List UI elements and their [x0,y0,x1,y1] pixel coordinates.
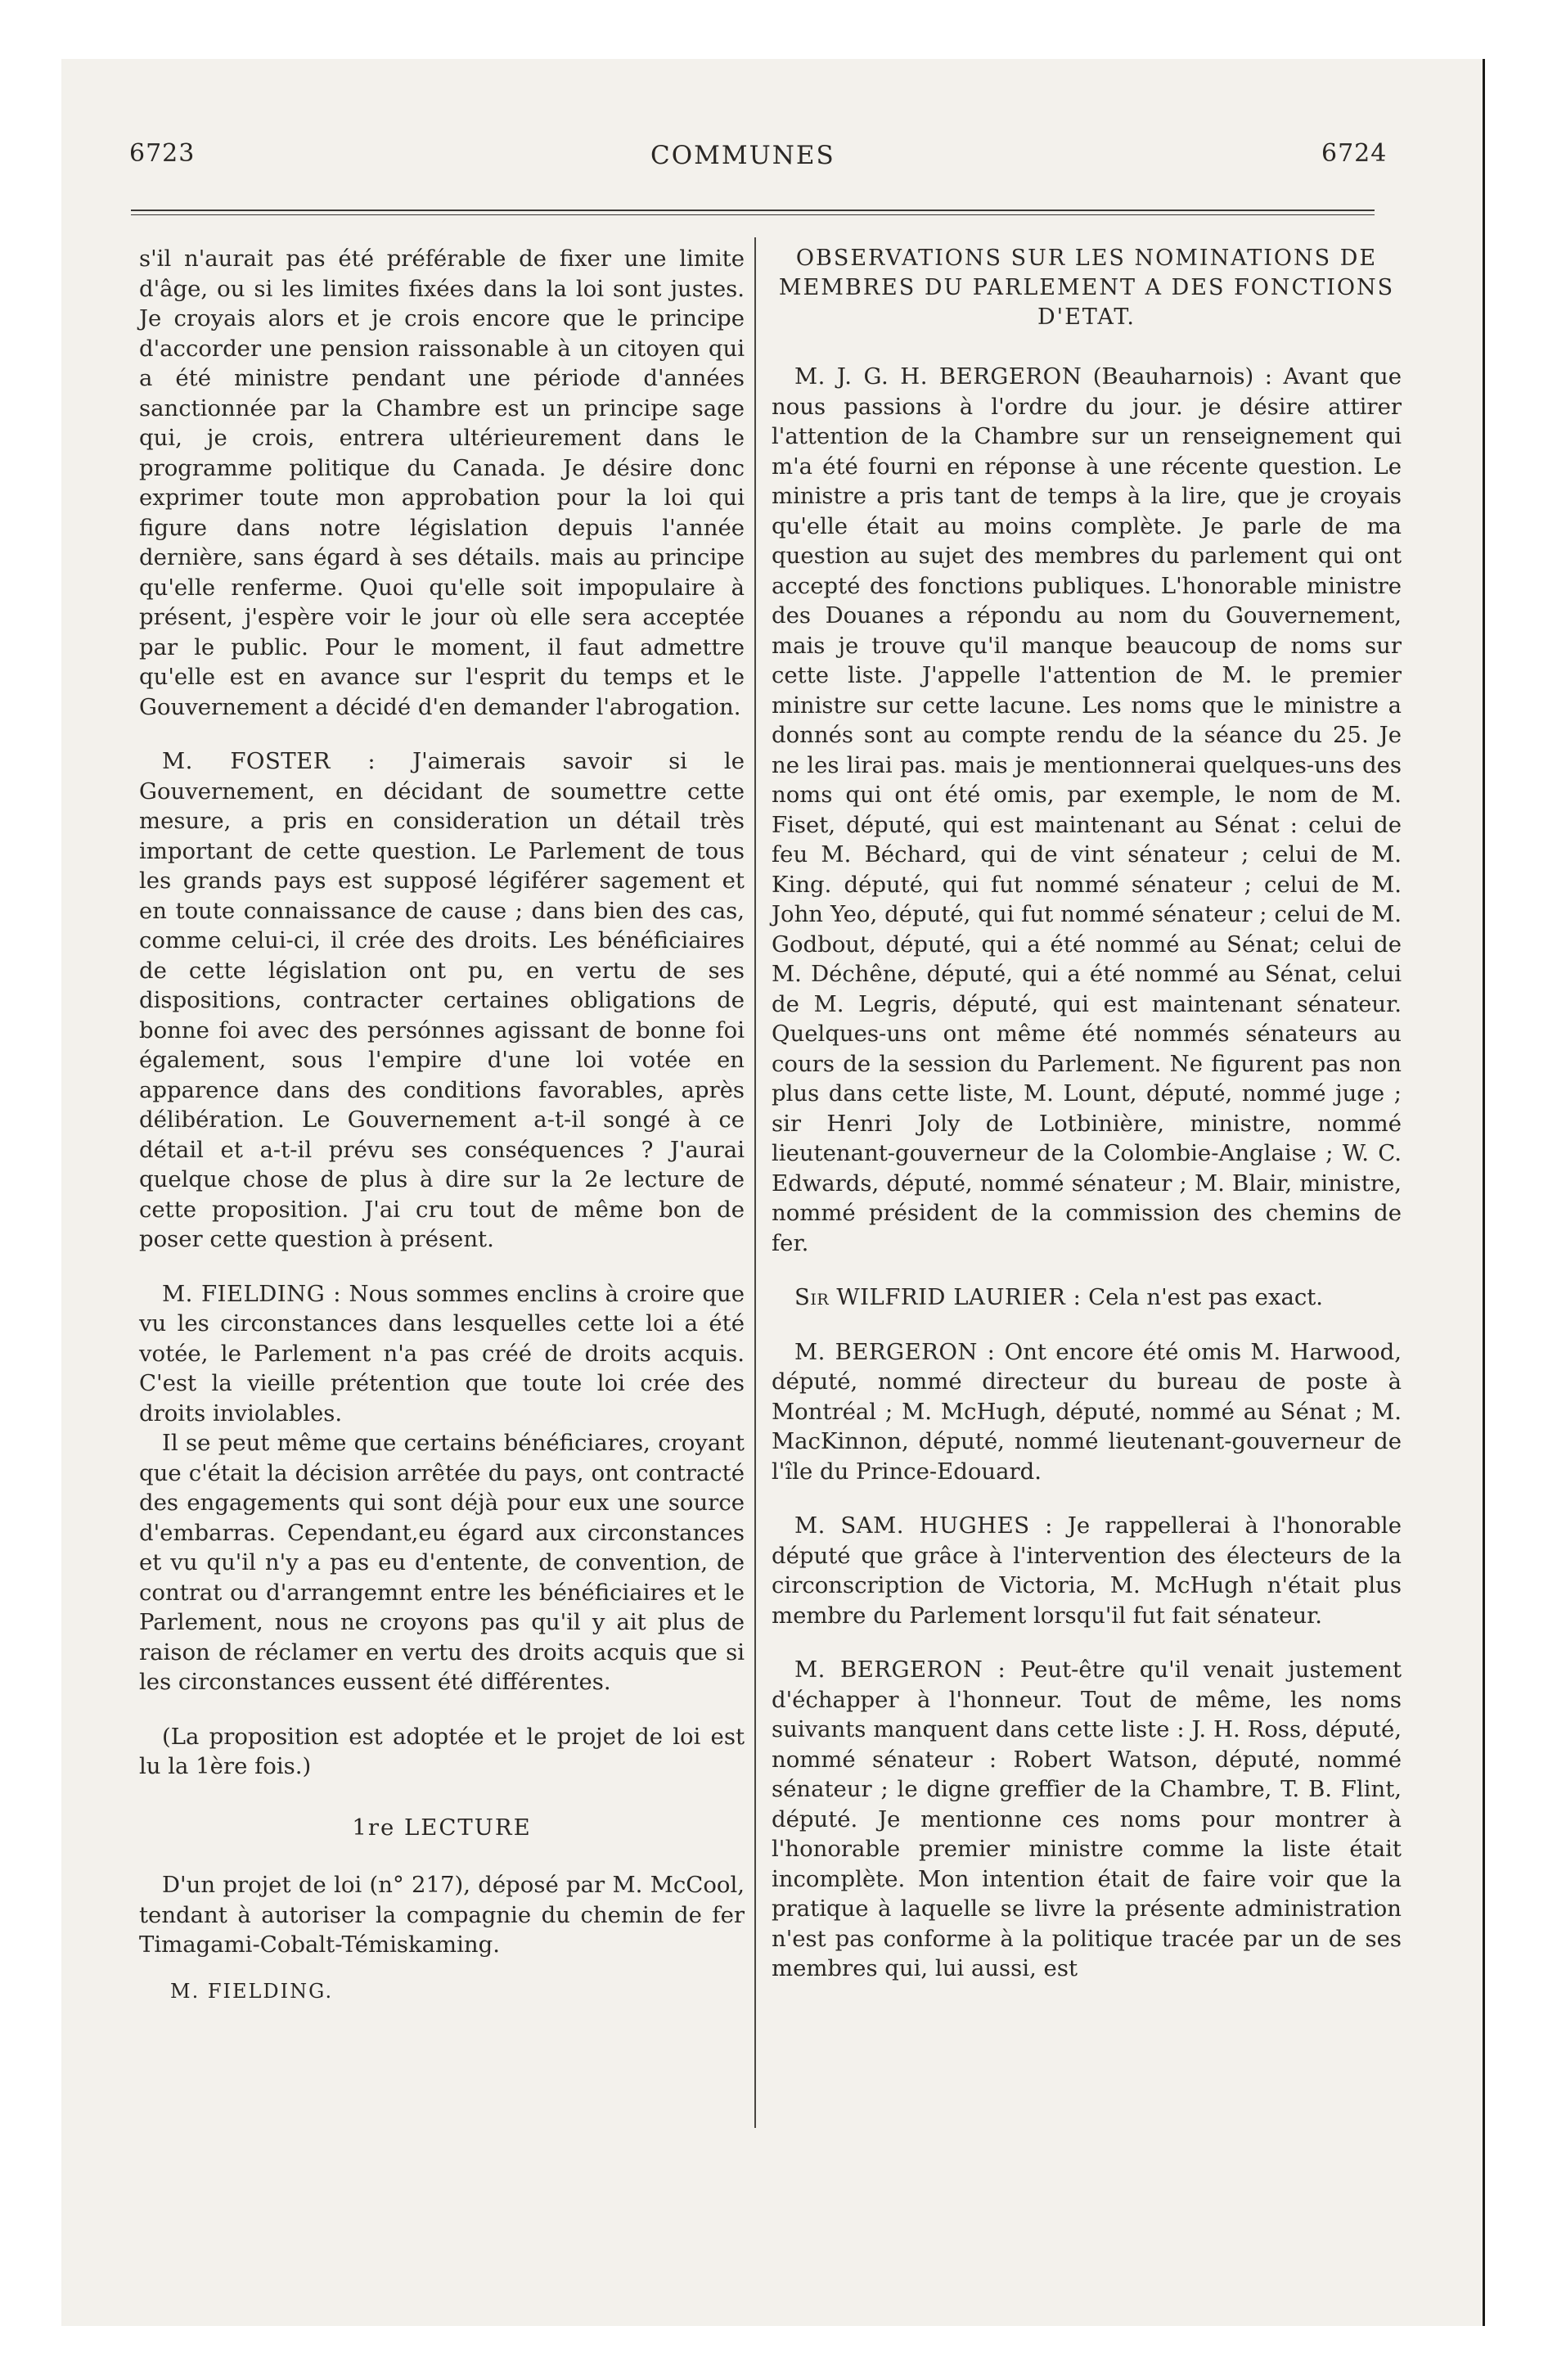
paragraph-bergeron [772,362,1402,1258]
running-title: COMMUNES [650,141,835,170]
paragraph-laurier [772,1282,1402,1313]
paragraph-text: Ont encore été omis M. Harwood, député, nommé directeur du bureau de poste à Montréal ; M. McHugh, député, nommé au Sénat ; M. MacKinnon, député, nommé lieutenant-gouverneur de l'île du Prince-Edouard. [772,1338,1402,1485]
column-divider [754,237,756,2128]
header-rule [131,210,1375,215]
paragraph-fielding [139,1279,745,1429]
paragraph-text: Cela n'est pas exact. [1081,1284,1324,1310]
paragraph-bergeron-2 [772,1337,1402,1487]
page-number-right: 6724 [1321,139,1388,168]
paragraph-text: J'aimerais savoir si le Gouvernement, en décidant de soumettre cette mesure, a pris en consideration un détail très important de cette question. Le Parlement de tous les grands pays est supposé légiférer sagement et en toute connaissance de cause ; dans bien des cas, comme celui-ci, il crée des droits. Les bénéficiaires de cette législation ont pu, en vertu de ses dispositions, contracter certaines obligations de bonne foi avec des persónnes agissant de bonne foi également, sous l'empire d'une loi votée en apparence dans des conditions favorables, après délibération. Le Gouvernement a-t-il songé à ce détail et a-t-il prévu ses conséquences ? J'aurai quelque chose de plus à dire sur la 2e lecture de cette proposition. J'ai cru tout de même bon de poser cette question à présent. [139,748,745,1252]
speaker-name: M. BERGERON : [794,1657,1006,1683]
section-heading-first-reading: 1re LECTURE [352,1814,532,1841]
paragraph-foster [139,746,745,1255]
running-header [0,139,1548,180]
left-column [139,244,745,2006]
right-column [772,244,1402,1984]
paragraph-bill: D'un projet de loi (n° 217), déposé par M. McCool, tendant à autoriser la compagnie du chemin de fer Timagami-Cobalt-Témiskaming. [139,1872,745,1958]
section-heading-observations: OBSERVATIONS SUR LES NOMINATIONS DE MEMBRES DU PARLEMENT A DES FONCTIONS D'ETAT. [778,246,1395,330]
paragraph-text: Nous sommes enclins à croire que vu les circonstances dans lesquelles cette loi a été votée, le Parlement n'a pas créé de droits acquis. C'est la vieille prétention que toute loi crée des droits inviolables. [139,1280,745,1427]
speaker-name: M. BERGERON : [794,1338,996,1365]
speaker-name: M. SAM. HUGHES : [794,1512,1053,1539]
paragraph-text: Je rappellerai à l'honorable député que grâce à l'intervention des électeurs de la circonscription de Victoria, M. McHugh n'était plus membre du Parlement lorsqu'il fut fait sénateur. [772,1512,1402,1629]
paragraph-motion-adopted: (La proposition est adoptée et le projet de loi est lu la 1ère fois.) [139,1723,745,1779]
paragraph-text: Peut-être qu'il venait justement d'échapper à l'honneur. Tout de même, les noms suivants manquent dans cette liste : J. H. Ross, député, nommé sénateur : Robert Watson, député, nommé sénateur ; le digne greffier de la Chambre, T. B. Flint, député. Je mentionne ces noms pour montrer à l'honorable premier ministre comme la liste était incomplète. Mon intention était de faire voir que la pratique à laquelle se livre la présente administration n'est pas conforme à la politique tracée par un de ses membres qui, lui aussi, est [772,1657,1402,1981]
speaker-name: M. FIELDING : [162,1280,341,1307]
paragraph-text: (Beauharnois) : Avant que nous passions à l'ordre du jour. je désire attirer l'attention de la Chambre sur un renseignement qui m'a été fourni en réponse à une récente question. Le ministre a pris tant de temps à la lire, que je croyais qu'elle était au moins complète. Je parle de ma question au sujet des membres du parlement qui ont accepté des fonctions publiques. L'honorable ministre des Douanes a répondu au nom du Gouvernement, mais je trouve qu'il manque beaucoup de noms sur cette liste. J'appelle l'attention de M. le premier ministre sur cette lacune. Les noms que le ministre a donnés sont au compte rendu de la séance du 25. Je ne les lirai pas. mais je mentionnerai quelques-uns des noms qui ont été omis, par exemple, le nom de M. Fiset, député, qui est maintenant au Sénat : celui de feu M. Béchard, qui de vint sénateur ; celui de M. King. député, qui fut nommé sénateur ; celui de M. John Yeo, député, qui fut nommé sénateur ; celui de M. Godbout, député, qui a été nommé au Sénat; celui de M. Déchêne, député, qui a été nommé au Sénat, celui de M. Legris, député, qui est maintenant sénateur. Quelques-uns ont même été nommés sénateurs au cours de la session du Parlement. Ne figurent pas non plus dans cette liste, M. Lount, député, nommé juge ; sir Henri Joly de Lotbinière, ministre, nommé lieutenant-gouverneur de la Colombie-Anglaise ; W. C. Edwards, député, nommé sénateur ; M. Blair, ministre, nommé président de la commission des chemins de fer. [772,363,1402,1256]
paragraph-fielding-cont: Il se peut même que certains bénéficiares, croyant que c'était la décision arrêtée du pays, ont contracté des engagements qui sont déjà pour eux une source d'embarras. Cependant,eu égard aux circonstances et vu qu'il n'y a pas eu d'entente, de convention, de contrat ou d'arrangemnt entre les bénéficiaires et le Parlement, nous ne croyons pas qu'il y ait plus de raison de réclamer en vertu des droits acquis que si les circonstances eussent été différentes. [139,1430,745,1695]
signature: M. FIELDING. [170,1979,334,2003]
speaker-name: M. FOSTER : [162,748,376,774]
page-edge-shadow [1483,59,1485,2326]
paragraph-continuation: s'il n'aurait pas été préférable de fixer une limite d'âge, ou si les limites fixées dans la loi sont justes. Je croyais alors et je crois encore que le principe d'accorder une pension raissonable à un citoyen qui a été ministre pendant une période d'années sanctionnée par la Chambre est un principe sage qui, je crois, entrera ultérieurement dans le programme politique du Canada. Je désire donc exprimer toute mon approbation pour la loi qui figure dans notre législation depuis l'année dernière, sans égard à ses détails. mais au principe qu'elle renferme. Quoi qu'elle soit impopulaire à présent, j'espère voir le jour où elle sera acceptée par le public. Pour le moment, il faut admettre qu'elle est en avance sur l'esprit du temps et le Gouvernement a décidé d'en demander l'abrogation. [139,246,745,720]
speaker-name: Sir WILFRID LAURIER : [794,1284,1082,1310]
paragraph-bergeron-3 [772,1655,1402,1984]
speaker-name: M. J. G. H. BERGERON [794,363,1082,390]
paragraph-hughes [772,1511,1402,1630]
page-number-left: 6723 [129,139,196,168]
